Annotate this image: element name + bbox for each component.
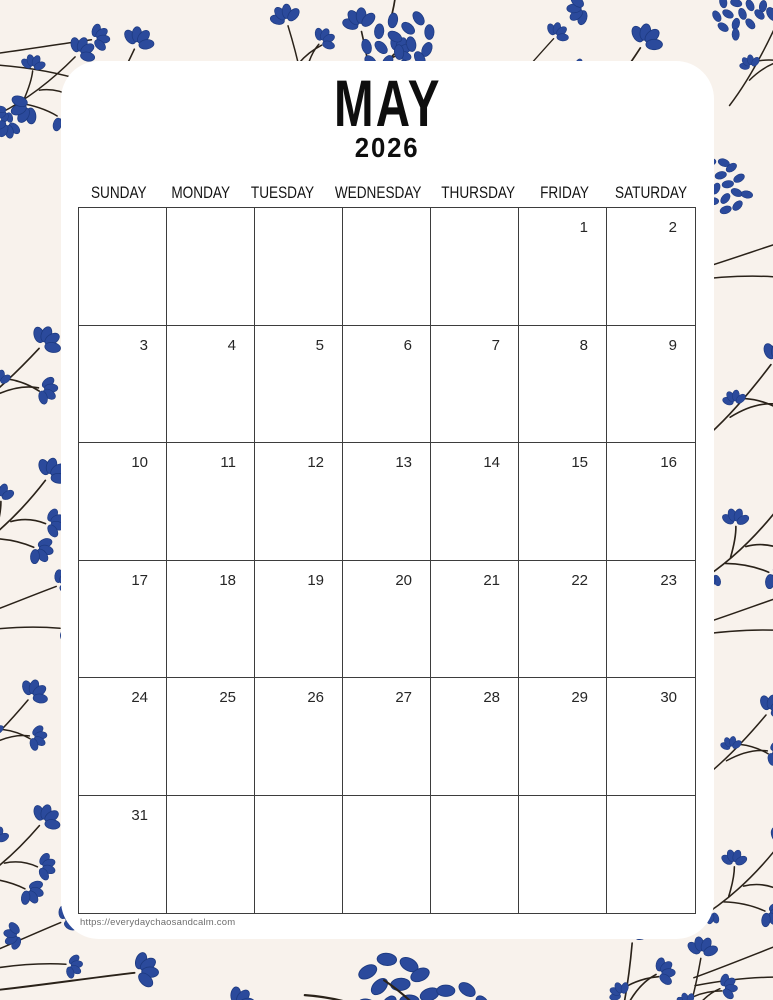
day-cell: 15 — [519, 443, 607, 561]
weekday-header-saturday: SATURDAY — [614, 183, 687, 202]
day-cell: 6 — [343, 326, 431, 444]
day-cell — [519, 796, 607, 914]
day-cell — [431, 208, 519, 326]
day-cell: 19 — [255, 561, 343, 679]
day-cell — [431, 796, 519, 914]
day-cell — [343, 208, 431, 326]
weekday-header-tuesday: TUESDAY — [250, 183, 315, 202]
day-cell: 13 — [343, 443, 431, 561]
day-cell: 7 — [431, 326, 519, 444]
day-cell — [255, 208, 343, 326]
day-cell: 18 — [167, 561, 255, 679]
day-cell: 28 — [431, 678, 519, 796]
day-cell: 17 — [79, 561, 167, 679]
day-cell — [255, 796, 343, 914]
day-cell: 21 — [431, 561, 519, 679]
day-cell: 25 — [167, 678, 255, 796]
day-cell: 29 — [519, 678, 607, 796]
weekday-header-thursday: THURSDAY — [441, 183, 515, 202]
day-cell: 24 — [79, 678, 167, 796]
day-cell — [343, 796, 431, 914]
weekday-header-friday: FRIDAY — [540, 183, 590, 202]
day-cell: 31 — [79, 796, 167, 914]
weekday-header-wednesday: WEDNESDAY — [334, 183, 422, 202]
day-cell: 3 — [79, 326, 167, 444]
day-cell: 4 — [167, 326, 255, 444]
calendar-grid — [78, 207, 696, 914]
month-title: MAY — [333, 66, 442, 140]
footer-url: https://everydaychaosandcalm.com — [80, 917, 236, 928]
day-cell: 10 — [79, 443, 167, 561]
day-cell — [607, 796, 695, 914]
day-cell: 12 — [255, 443, 343, 561]
day-cell: 5 — [255, 326, 343, 444]
day-cell — [167, 796, 255, 914]
day-cell: 1 — [519, 208, 607, 326]
day-cell — [79, 208, 167, 326]
weekday-header-row — [78, 182, 696, 204]
day-cell: 20 — [343, 561, 431, 679]
day-cell: 22 — [519, 561, 607, 679]
day-cell: 14 — [431, 443, 519, 561]
weekday-header-monday: MONDAY — [171, 183, 231, 202]
day-cell: 16 — [607, 443, 695, 561]
year-subtitle: 2026 — [355, 132, 420, 163]
calendar-card — [61, 61, 714, 939]
day-cell: 26 — [255, 678, 343, 796]
day-cell: 30 — [607, 678, 695, 796]
day-cell: 11 — [167, 443, 255, 561]
weekday-header-sunday: SUNDAY — [91, 183, 147, 202]
day-cell: 27 — [343, 678, 431, 796]
day-cell: 8 — [519, 326, 607, 444]
day-cell: 9 — [607, 326, 695, 444]
day-cell: 23 — [607, 561, 695, 679]
day-cell: 2 — [607, 208, 695, 326]
day-cell — [167, 208, 255, 326]
